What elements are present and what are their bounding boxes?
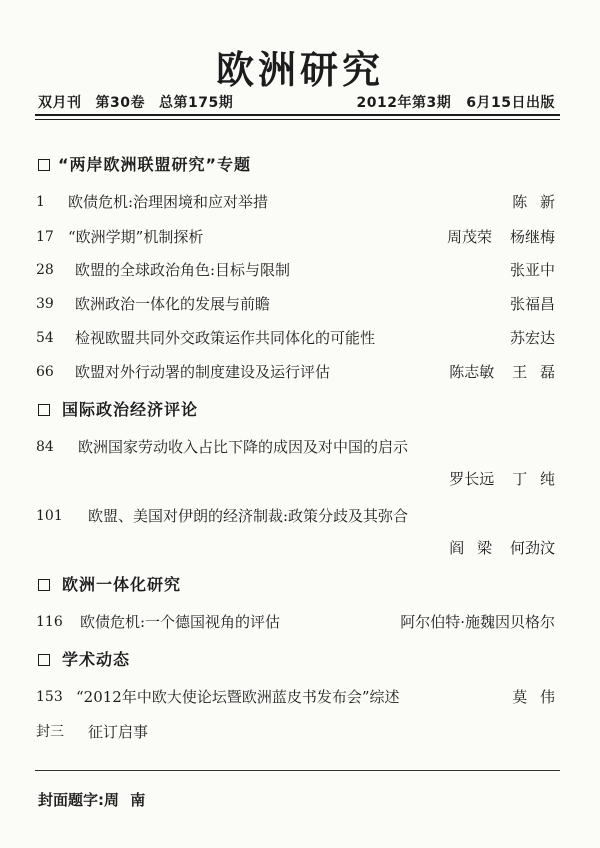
toc-entry <box>0 611 600 633</box>
toc-entry-authors-line <box>0 537 600 559</box>
entry-page-number: 101 <box>36 508 63 524</box>
section-heading <box>0 649 600 671</box>
entry-title: 征订启事 <box>88 723 149 741</box>
entry-page-number: 84 <box>36 439 54 455</box>
section-box-icon <box>38 579 50 591</box>
toc-entry <box>0 505 600 527</box>
entry-page-number: 1 <box>36 194 45 210</box>
issue-info-left <box>38 93 233 113</box>
entry-authors <box>510 259 555 281</box>
entry-title: 欧盟对外行动署的制度建设及运行评估 <box>75 363 331 381</box>
toc-entry-authors-line <box>0 468 600 490</box>
entry-author: 张福昌 <box>509 295 555 313</box>
entry-title: “2012年中欧大使论坛暨欧洲蓝皮书发布会”综述 <box>76 688 400 706</box>
toc-entry <box>0 436 600 458</box>
toc-entry <box>0 293 600 315</box>
entry-author: 杨继梅 <box>509 228 555 246</box>
toc-entry <box>0 721 600 743</box>
entry-page-number: 116 <box>36 614 63 630</box>
section-heading-text: 欧洲一体化研究 <box>62 575 182 594</box>
frequency-label: 双月刊 <box>38 95 82 111</box>
section-heading-text: 国际政治经济评论 <box>62 400 199 419</box>
toc-entry <box>0 191 600 213</box>
entry-title: 欧债危机:一个德国视角的评估 <box>80 613 281 631</box>
entry-authors <box>510 293 555 315</box>
entry-title: 欧洲政治一体化的发展与前瞻 <box>75 295 271 313</box>
entry-page-number: 66 <box>36 364 54 380</box>
entry-page-number: 封三 <box>36 724 64 740</box>
section-heading <box>0 399 600 421</box>
entry-title: “欧洲学期”机制探析 <box>68 228 204 246</box>
entry-page-number: 17 <box>36 229 54 245</box>
journal-title: 欧洲研究 <box>215 47 384 92</box>
entry-author: 罗长远 <box>449 470 495 488</box>
section-box-icon <box>38 159 50 171</box>
header-rule-thin <box>35 119 560 120</box>
entry-author: 丁 纯 <box>512 470 555 488</box>
entry-author: 何劲汶 <box>509 539 555 557</box>
entry-page-number: 39 <box>36 296 54 312</box>
entry-page-number: 153 <box>36 689 63 705</box>
entry-page-number: 54 <box>36 330 54 346</box>
entry-title: 欧洲国家劳动收入占比下降的成因及对中国的启示 <box>78 438 409 456</box>
entry-authors <box>447 226 555 248</box>
entry-author: 苏宏达 <box>509 329 555 347</box>
entry-title: 欧盟、美国对伊朗的经济制裁:政策分歧及其弥合 <box>88 507 409 525</box>
entry-authors <box>449 361 555 383</box>
entry-title: 欧债危机:治理困境和应对举措 <box>68 193 269 211</box>
total-issue-label: 总第175期 <box>158 95 234 111</box>
section-heading <box>0 154 600 176</box>
entry-authors <box>400 611 555 633</box>
issue-info-line <box>0 93 600 113</box>
section-box-icon <box>38 404 50 416</box>
volume-label: 第30卷 <box>95 95 145 111</box>
publish-date-label: 6月15日出版 <box>466 95 555 111</box>
footer-rule <box>35 770 560 771</box>
entry-author: 陈 新 <box>512 193 555 211</box>
entry-authors <box>449 468 555 490</box>
entry-author: 陈志敏 <box>449 363 495 381</box>
entry-author: 张亚中 <box>509 261 555 279</box>
toc-entry <box>0 686 600 708</box>
entry-authors <box>510 327 555 349</box>
entry-author: 阎 梁 <box>449 539 492 557</box>
header-rule-thick <box>35 114 560 116</box>
entry-authors <box>449 537 555 559</box>
toc-entry <box>0 259 600 281</box>
entry-author: 阿尔伯特·施魏因贝格尔 <box>400 613 555 631</box>
issue-info-right <box>357 93 555 113</box>
cover-inscription-credit: 封面题字:周 南 <box>38 791 146 809</box>
entry-title: 欧盟的全球政治角色:目标与限制 <box>75 261 291 279</box>
entry-author: 周茂荣 <box>446 228 492 246</box>
section-heading <box>0 574 600 596</box>
section-box-icon <box>38 654 50 666</box>
issue-number-label: 2012年第3期 <box>356 95 452 111</box>
entry-author: 莫 伟 <box>512 688 555 706</box>
entry-author: 王 磊 <box>512 363 555 381</box>
entry-title: 检视欧盟共同外交政策运作共同体化的可能性 <box>75 329 376 347</box>
section-heading-text: 学术动态 <box>62 650 131 669</box>
toc-entry <box>0 226 600 248</box>
section-heading-text: “两岸欧洲联盟研究”专题 <box>58 155 252 174</box>
entry-page-number: 28 <box>36 262 54 278</box>
toc-entry <box>0 361 600 383</box>
entry-authors <box>512 686 555 708</box>
entry-authors <box>512 191 555 213</box>
toc-entry <box>0 327 600 349</box>
